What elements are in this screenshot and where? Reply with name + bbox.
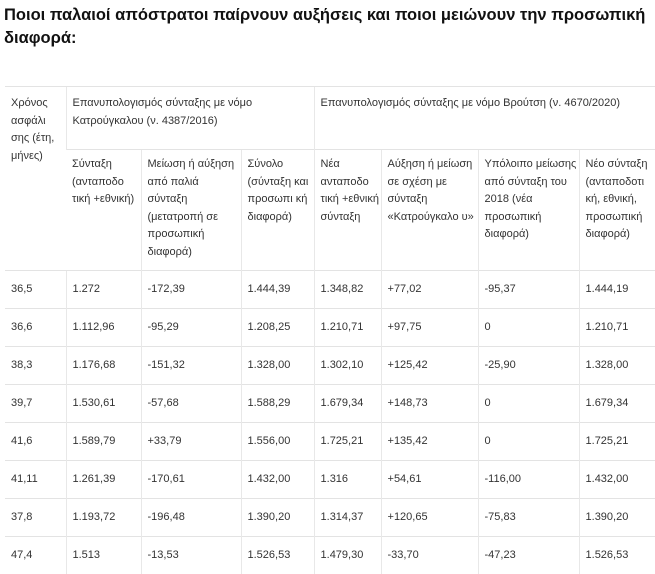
- subheader-new-total: Νέο σύνταξη (ανταποδοτι κή, εθνική, προσωπική διαφορά): [579, 150, 655, 271]
- total-cell: 1.328,00: [241, 347, 314, 385]
- table-row: [5, 423, 655, 461]
- insurance-time-header: Χρόνος ασφάλι σης (έτη, μήνες): [5, 87, 66, 271]
- increase-cell: +135,42: [381, 423, 478, 461]
- reduction-cell: -151,32: [141, 347, 241, 385]
- new-total-cell: 1.210,71: [579, 309, 655, 347]
- katrougalos-group-header: Επανυπολογισμός σύνταξης με νόμο Κατρούγκαλου (ν. 4387/2016): [66, 87, 314, 150]
- table-row: [5, 537, 655, 574]
- new-total-cell: 1.725,21: [579, 423, 655, 461]
- table-row: [5, 309, 655, 347]
- pension-cell: 1.272: [66, 271, 141, 309]
- remaining-reduction-cell: 0: [478, 385, 579, 423]
- total-cell: 1.556,00: [241, 423, 314, 461]
- pension-cell: 1.530,61: [66, 385, 141, 423]
- new-pension-cell: 1.725,21: [314, 423, 381, 461]
- new-pension-cell: 1.348,82: [314, 271, 381, 309]
- table-header-row: [5, 87, 655, 150]
- total-cell: 1.444,39: [241, 271, 314, 309]
- pension-cell: 1.261,39: [66, 461, 141, 499]
- table-row: [5, 499, 655, 537]
- increase-cell: +148,73: [381, 385, 478, 423]
- subheader-pension: Σύνταξη (ανταποδο τική +εθνική): [66, 150, 141, 271]
- pension-cell: 1.112,96: [66, 309, 141, 347]
- total-cell: 1.208,25: [241, 309, 314, 347]
- new-total-cell: 1.679,34: [579, 385, 655, 423]
- subheader-increase: Αύξηση ή μείωση σε σχέση με σύνταξη «Κατρούγκαλο υ»: [381, 150, 478, 271]
- years-cell: 41,11: [5, 461, 66, 499]
- years-cell: 36,6: [5, 309, 66, 347]
- total-cell: 1.526,53: [241, 537, 314, 574]
- reduction-cell: -13,53: [141, 537, 241, 574]
- years-cell: 41,6: [5, 423, 66, 461]
- vroutsis-group-header: Επανυπολογισμός σύνταξης με νόμο Βρούτση (ν. 4670/2020): [314, 87, 655, 150]
- new-total-cell: 1.526,53: [579, 537, 655, 574]
- table-row: [5, 271, 655, 309]
- table-row: [5, 347, 655, 385]
- reduction-cell: -170,61: [141, 461, 241, 499]
- remaining-reduction-cell: 0: [478, 423, 579, 461]
- reduction-cell: +33,79: [141, 423, 241, 461]
- table-row: [5, 385, 655, 423]
- remaining-reduction-cell: -25,90: [478, 347, 579, 385]
- years-cell: 37,8: [5, 499, 66, 537]
- new-pension-cell: 1.679,34: [314, 385, 381, 423]
- article-heading: Ποιοι παλαιοί απόστρατοι παίρνουν αυξήσεις και ποιοι μειώνουν την προσωπική διαφορά:: [4, 4, 652, 50]
- table-subheader-row: [5, 150, 655, 271]
- years-cell: 36,5: [5, 271, 66, 309]
- pension-recalculation-table: [5, 86, 655, 574]
- new-pension-cell: 1.314,37: [314, 499, 381, 537]
- new-pension-cell: 1.316: [314, 461, 381, 499]
- new-total-cell: 1.390,20: [579, 499, 655, 537]
- reduction-cell: -57,68: [141, 385, 241, 423]
- pension-cell: 1.176,68: [66, 347, 141, 385]
- remaining-reduction-cell: -95,37: [478, 271, 579, 309]
- new-total-cell: 1.444,19: [579, 271, 655, 309]
- reduction-cell: -95,29: [141, 309, 241, 347]
- increase-cell: +120,65: [381, 499, 478, 537]
- years-cell: 47,4: [5, 537, 66, 574]
- new-pension-cell: 1.479,30: [314, 537, 381, 574]
- pension-cell: 1.589,79: [66, 423, 141, 461]
- pension-cell: 1.193,72: [66, 499, 141, 537]
- subheader-total: Σύνολο (σύνταξη και προσωπι κή διαφορά): [241, 150, 314, 271]
- total-cell: 1.588,29: [241, 385, 314, 423]
- remaining-reduction-cell: -75,83: [478, 499, 579, 537]
- total-cell: 1.390,20: [241, 499, 314, 537]
- subheader-reduction: Μείωση ή αύξηση από παλιά σύνταξη (μετατροπή σε προσωπική διαφορά): [141, 150, 241, 271]
- increase-cell: +77,02: [381, 271, 478, 309]
- increase-cell: +97,75: [381, 309, 478, 347]
- new-pension-cell: 1.302,10: [314, 347, 381, 385]
- total-cell: 1.432,00: [241, 461, 314, 499]
- subheader-new-pension: Νέα ανταποδο τική +εθνική σύνταξη: [314, 150, 381, 271]
- table-row: [5, 461, 655, 499]
- reduction-cell: -196,48: [141, 499, 241, 537]
- pension-cell: 1.513: [66, 537, 141, 574]
- new-total-cell: 1.432,00: [579, 461, 655, 499]
- new-pension-cell: 1.210,71: [314, 309, 381, 347]
- new-total-cell: 1.328,00: [579, 347, 655, 385]
- increase-cell: -33,70: [381, 537, 478, 574]
- remaining-reduction-cell: -116,00: [478, 461, 579, 499]
- subheader-remaining-reduction: Υπόλοιπο μείωσης από σύνταξη του 2018 (νέα προσωπική διαφορά): [478, 150, 579, 271]
- increase-cell: +54,61: [381, 461, 478, 499]
- years-cell: 38,3: [5, 347, 66, 385]
- increase-cell: +125,42: [381, 347, 478, 385]
- reduction-cell: -172,39: [141, 271, 241, 309]
- remaining-reduction-cell: 0: [478, 309, 579, 347]
- years-cell: 39,7: [5, 385, 66, 423]
- remaining-reduction-cell: -47,23: [478, 537, 579, 574]
